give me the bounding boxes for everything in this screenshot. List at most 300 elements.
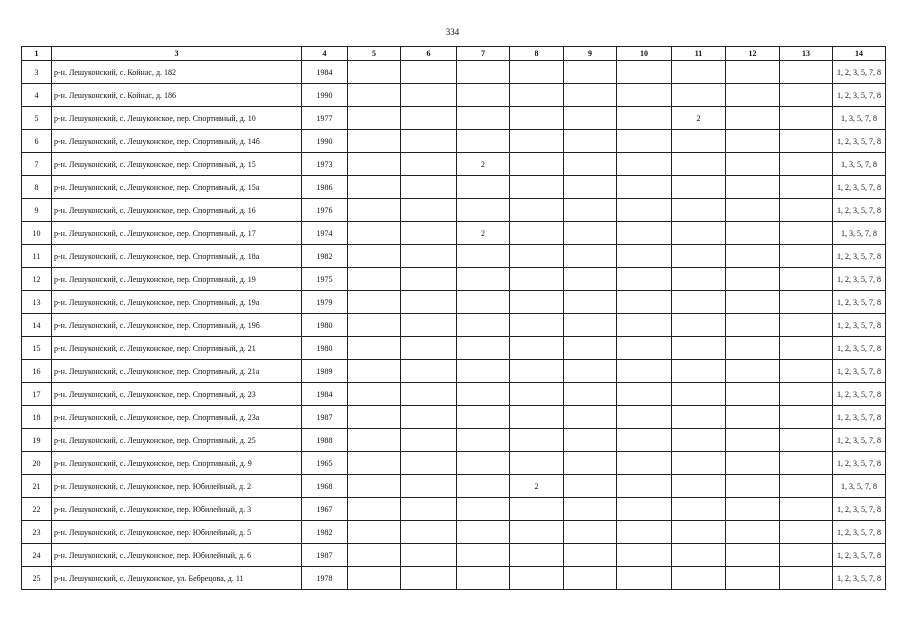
col5-cell	[348, 61, 401, 84]
col7-cell	[457, 544, 510, 567]
address-cell: р-н. Лешуконский, с. Лешуконское, пер. Юбилейный, д. 2	[52, 475, 302, 498]
col9-cell	[564, 199, 617, 222]
col7-cell	[457, 176, 510, 199]
col6-cell	[401, 521, 457, 544]
row-number-cell: 8	[22, 176, 52, 199]
year-cell: 1989	[302, 360, 348, 383]
table-row	[22, 383, 886, 406]
table-row	[22, 360, 886, 383]
col10-cell	[617, 222, 672, 245]
year-cell: 1984	[302, 383, 348, 406]
year-cell: 1984	[302, 61, 348, 84]
col12-cell	[726, 176, 780, 199]
col6-cell	[401, 84, 457, 107]
col6-cell	[401, 498, 457, 521]
table-row	[22, 314, 886, 337]
col12-cell	[726, 360, 780, 383]
col11-cell	[672, 475, 726, 498]
col13-cell	[780, 314, 833, 337]
table-row	[22, 337, 886, 360]
year-cell: 1990	[302, 84, 348, 107]
col12-cell	[726, 567, 780, 590]
col6-cell	[401, 406, 457, 429]
col7-cell	[457, 567, 510, 590]
col6-cell	[401, 475, 457, 498]
col7-cell	[457, 107, 510, 130]
table-row	[22, 199, 886, 222]
column-header: 9	[564, 47, 617, 61]
col12-cell	[726, 314, 780, 337]
col14-cell: 1, 2, 3, 5, 7, 8	[833, 176, 886, 199]
col7-cell	[457, 498, 510, 521]
year-cell: 1982	[302, 245, 348, 268]
col14-cell: 1, 2, 3, 5, 7, 8	[833, 498, 886, 521]
table-row	[22, 544, 886, 567]
col13-cell	[780, 337, 833, 360]
row-number-cell: 23	[22, 521, 52, 544]
col12-cell	[726, 107, 780, 130]
col5-cell	[348, 406, 401, 429]
col8-cell: 2	[510, 475, 564, 498]
col12-cell	[726, 222, 780, 245]
column-header: 10	[617, 47, 672, 61]
year-cell: 1967	[302, 498, 348, 521]
col6-cell	[401, 245, 457, 268]
col8-cell	[510, 245, 564, 268]
address-cell: р-н. Лешуконский, с. Лешуконское, пер. Спортивный, д. 14б	[52, 130, 302, 153]
column-header: 1	[22, 47, 52, 61]
col13-cell	[780, 107, 833, 130]
year-cell: 1976	[302, 199, 348, 222]
col9-cell	[564, 337, 617, 360]
col9-cell	[564, 498, 617, 521]
col7-cell: 2	[457, 222, 510, 245]
col9-cell	[564, 222, 617, 245]
col10-cell	[617, 291, 672, 314]
address-cell: р-н. Лешуконский, с. Лешуконское, пер. Спортивный, д. 10	[52, 107, 302, 130]
col5-cell	[348, 153, 401, 176]
col12-cell	[726, 429, 780, 452]
address-cell: р-н. Лешуконский, с. Койнас, д. 182	[52, 61, 302, 84]
col11-cell	[672, 153, 726, 176]
col8-cell	[510, 291, 564, 314]
row-number-cell: 18	[22, 406, 52, 429]
col13-cell	[780, 130, 833, 153]
col10-cell	[617, 84, 672, 107]
col8-cell	[510, 153, 564, 176]
row-number-cell: 25	[22, 567, 52, 590]
col11-cell	[672, 61, 726, 84]
col6-cell	[401, 222, 457, 245]
col7-cell	[457, 475, 510, 498]
col9-cell	[564, 130, 617, 153]
col13-cell	[780, 268, 833, 291]
col12-cell	[726, 84, 780, 107]
table-row	[22, 452, 886, 475]
table-row	[22, 222, 886, 245]
col11-cell	[672, 360, 726, 383]
col9-cell	[564, 268, 617, 291]
year-cell: 1978	[302, 567, 348, 590]
col9-cell	[564, 245, 617, 268]
col11-cell	[672, 291, 726, 314]
col10-cell	[617, 199, 672, 222]
col9-cell	[564, 429, 617, 452]
col10-cell	[617, 360, 672, 383]
col10-cell	[617, 544, 672, 567]
col13-cell	[780, 452, 833, 475]
col9-cell	[564, 84, 617, 107]
col6-cell	[401, 199, 457, 222]
col8-cell	[510, 498, 564, 521]
col11-cell	[672, 176, 726, 199]
col9-cell	[564, 406, 617, 429]
col7-cell	[457, 429, 510, 452]
col6-cell	[401, 176, 457, 199]
col5-cell	[348, 84, 401, 107]
col14-cell: 1, 2, 3, 5, 7, 8	[833, 383, 886, 406]
col7-cell	[457, 383, 510, 406]
col12-cell	[726, 383, 780, 406]
row-number-cell: 20	[22, 452, 52, 475]
col7-cell	[457, 199, 510, 222]
address-cell: р-н. Лешуконский, с. Лешуконское, пер. Спортивный, д. 21а	[52, 360, 302, 383]
col5-cell	[348, 429, 401, 452]
col8-cell	[510, 176, 564, 199]
col13-cell	[780, 383, 833, 406]
col13-cell	[780, 521, 833, 544]
col11-cell	[672, 406, 726, 429]
table-body	[22, 61, 886, 590]
column-header: 7	[457, 47, 510, 61]
col8-cell	[510, 61, 564, 84]
row-number-cell: 10	[22, 222, 52, 245]
col10-cell	[617, 153, 672, 176]
col5-cell	[348, 475, 401, 498]
col8-cell	[510, 222, 564, 245]
table-row	[22, 176, 886, 199]
row-number-cell: 3	[22, 61, 52, 84]
row-number-cell: 22	[22, 498, 52, 521]
col10-cell	[617, 521, 672, 544]
col11-cell	[672, 84, 726, 107]
row-number-cell: 7	[22, 153, 52, 176]
col14-cell: 1, 2, 3, 5, 7, 8	[833, 314, 886, 337]
col13-cell	[780, 291, 833, 314]
table-row	[22, 153, 886, 176]
col8-cell	[510, 383, 564, 406]
col5-cell	[348, 383, 401, 406]
col14-cell: 1, 3, 5, 7, 8	[833, 222, 886, 245]
col7-cell	[457, 245, 510, 268]
row-number-cell: 15	[22, 337, 52, 360]
table-row	[22, 291, 886, 314]
col6-cell	[401, 130, 457, 153]
address-cell: р-н. Лешуконский, с. Лешуконское, ул. Бебрецова, д. 11	[52, 567, 302, 590]
col11-cell	[672, 521, 726, 544]
col13-cell	[780, 360, 833, 383]
col12-cell	[726, 544, 780, 567]
year-cell: 1987	[302, 544, 348, 567]
col5-cell	[348, 245, 401, 268]
col9-cell	[564, 176, 617, 199]
address-cell: р-н. Лешуконский, с. Лешуконское, пер. Юбилейный, д. 3	[52, 498, 302, 521]
year-cell: 1980	[302, 314, 348, 337]
col14-cell: 1, 2, 3, 5, 7, 8	[833, 567, 886, 590]
col9-cell	[564, 314, 617, 337]
col13-cell	[780, 222, 833, 245]
year-cell: 1982	[302, 521, 348, 544]
col14-cell: 1, 3, 5, 7, 8	[833, 107, 886, 130]
table-row	[22, 475, 886, 498]
col5-cell	[348, 222, 401, 245]
col10-cell	[617, 337, 672, 360]
col14-cell: 1, 2, 3, 5, 7, 8	[833, 130, 886, 153]
col8-cell	[510, 268, 564, 291]
col11-cell	[672, 199, 726, 222]
col12-cell	[726, 199, 780, 222]
col7-cell	[457, 84, 510, 107]
col11-cell	[672, 130, 726, 153]
year-cell: 1987	[302, 406, 348, 429]
col12-cell	[726, 498, 780, 521]
col8-cell	[510, 567, 564, 590]
col11-cell	[672, 429, 726, 452]
row-number-cell: 12	[22, 268, 52, 291]
year-cell: 1975	[302, 268, 348, 291]
row-number-cell: 24	[22, 544, 52, 567]
col14-cell: 1, 3, 5, 7, 8	[833, 153, 886, 176]
col8-cell	[510, 521, 564, 544]
table-row	[22, 130, 886, 153]
col5-cell	[348, 130, 401, 153]
col11-cell	[672, 222, 726, 245]
address-cell: р-н. Лешуконский, с. Лешуконское, пер. Спортивный, д. 17	[52, 222, 302, 245]
col5-cell	[348, 176, 401, 199]
col5-cell	[348, 337, 401, 360]
col6-cell	[401, 567, 457, 590]
col14-cell: 1, 3, 5, 7, 8	[833, 475, 886, 498]
table-row	[22, 84, 886, 107]
col5-cell	[348, 268, 401, 291]
table-row	[22, 245, 886, 268]
column-header: 5	[348, 47, 401, 61]
col9-cell	[564, 383, 617, 406]
col9-cell	[564, 291, 617, 314]
col5-cell	[348, 521, 401, 544]
address-cell: р-н. Лешуконский, с. Лешуконское, пер. Спортивный, д. 9	[52, 452, 302, 475]
col14-cell: 1, 2, 3, 5, 7, 8	[833, 268, 886, 291]
col11-cell	[672, 268, 726, 291]
address-cell: р-н. Лешуконский, с. Лешуконское, пер. Спортивный, д. 19а	[52, 291, 302, 314]
col11-cell	[672, 245, 726, 268]
year-cell: 1979	[302, 291, 348, 314]
col7-cell	[457, 61, 510, 84]
col12-cell	[726, 61, 780, 84]
col13-cell	[780, 199, 833, 222]
table-row	[22, 61, 886, 84]
col13-cell	[780, 245, 833, 268]
col14-cell: 1, 2, 3, 5, 7, 8	[833, 337, 886, 360]
col14-cell: 1, 2, 3, 5, 7, 8	[833, 452, 886, 475]
col11-cell	[672, 452, 726, 475]
year-cell: 1977	[302, 107, 348, 130]
address-cell: р-н. Лешуконский, с. Лешуконское, пер. Спортивный, д. 15а	[52, 176, 302, 199]
col6-cell	[401, 429, 457, 452]
col10-cell	[617, 61, 672, 84]
col11-cell: 2	[672, 107, 726, 130]
col5-cell	[348, 199, 401, 222]
table-row	[22, 521, 886, 544]
col5-cell	[348, 498, 401, 521]
row-number-cell: 13	[22, 291, 52, 314]
col13-cell	[780, 567, 833, 590]
col6-cell	[401, 337, 457, 360]
col10-cell	[617, 406, 672, 429]
col6-cell	[401, 452, 457, 475]
table-row	[22, 406, 886, 429]
address-cell: р-н. Лешуконский, с. Лешуконское, пер. Спортивный, д. 23	[52, 383, 302, 406]
col9-cell	[564, 544, 617, 567]
col14-cell: 1, 2, 3, 5, 7, 8	[833, 199, 886, 222]
col6-cell	[401, 360, 457, 383]
col6-cell	[401, 107, 457, 130]
address-cell: р-н. Лешуконский, с. Лешуконское, пер. Спортивный, д. 16	[52, 199, 302, 222]
col10-cell	[617, 475, 672, 498]
table-header-row	[22, 47, 886, 61]
col9-cell	[564, 61, 617, 84]
year-cell: 1973	[302, 153, 348, 176]
col6-cell	[401, 314, 457, 337]
col5-cell	[348, 314, 401, 337]
col12-cell	[726, 130, 780, 153]
col8-cell	[510, 337, 564, 360]
col8-cell	[510, 107, 564, 130]
col5-cell	[348, 107, 401, 130]
col14-cell: 1, 2, 3, 5, 7, 8	[833, 429, 886, 452]
col14-cell: 1, 2, 3, 5, 7, 8	[833, 406, 886, 429]
address-cell: р-н. Лешуконский, с. Лешуконское, пер. Юбилейный, д. 5	[52, 521, 302, 544]
row-number-cell: 4	[22, 84, 52, 107]
col8-cell	[510, 84, 564, 107]
col11-cell	[672, 544, 726, 567]
col8-cell	[510, 406, 564, 429]
col8-cell	[510, 452, 564, 475]
col9-cell	[564, 153, 617, 176]
col7-cell	[457, 406, 510, 429]
col7-cell	[457, 268, 510, 291]
col6-cell	[401, 383, 457, 406]
col14-cell: 1, 2, 3, 5, 7, 8	[833, 84, 886, 107]
col11-cell	[672, 314, 726, 337]
col10-cell	[617, 498, 672, 521]
col7-cell	[457, 452, 510, 475]
col13-cell	[780, 544, 833, 567]
col8-cell	[510, 314, 564, 337]
col12-cell	[726, 245, 780, 268]
address-cell: р-н. Лешуконский, с. Лешуконское, пер. Спортивный, д. 19	[52, 268, 302, 291]
column-header: 6	[401, 47, 457, 61]
col12-cell	[726, 291, 780, 314]
col12-cell	[726, 153, 780, 176]
col10-cell	[617, 567, 672, 590]
col10-cell	[617, 107, 672, 130]
col10-cell	[617, 314, 672, 337]
year-cell: 1968	[302, 475, 348, 498]
address-cell: р-н. Лешуконский, с. Лешуконское, пер. Спортивный, д. 19б	[52, 314, 302, 337]
col10-cell	[617, 452, 672, 475]
building-table	[21, 46, 886, 590]
col13-cell	[780, 406, 833, 429]
col6-cell	[401, 153, 457, 176]
col14-cell: 1, 2, 3, 5, 7, 8	[833, 521, 886, 544]
col6-cell	[401, 61, 457, 84]
col13-cell	[780, 61, 833, 84]
col7-cell: 2	[457, 153, 510, 176]
col12-cell	[726, 452, 780, 475]
col12-cell	[726, 521, 780, 544]
row-number-cell: 17	[22, 383, 52, 406]
column-header: 11	[672, 47, 726, 61]
address-cell: р-н. Лешуконский, с. Лешуконское, пер. Спортивный, д. 21	[52, 337, 302, 360]
col8-cell	[510, 199, 564, 222]
row-number-cell: 11	[22, 245, 52, 268]
column-header: 14	[833, 47, 886, 61]
col7-cell	[457, 130, 510, 153]
row-number-cell: 9	[22, 199, 52, 222]
col12-cell	[726, 337, 780, 360]
col14-cell: 1, 2, 3, 5, 7, 8	[833, 291, 886, 314]
year-cell: 1974	[302, 222, 348, 245]
col12-cell	[726, 406, 780, 429]
table-row	[22, 268, 886, 291]
col5-cell	[348, 360, 401, 383]
col11-cell	[672, 337, 726, 360]
col13-cell	[780, 475, 833, 498]
table-row	[22, 429, 886, 452]
col10-cell	[617, 268, 672, 291]
col8-cell	[510, 130, 564, 153]
column-header: 8	[510, 47, 564, 61]
year-cell: 1986	[302, 176, 348, 199]
column-header: 13	[780, 47, 833, 61]
col14-cell: 1, 2, 3, 5, 7, 8	[833, 61, 886, 84]
col8-cell	[510, 544, 564, 567]
col6-cell	[401, 544, 457, 567]
row-number-cell: 14	[22, 314, 52, 337]
col6-cell	[401, 268, 457, 291]
col13-cell	[780, 498, 833, 521]
col6-cell	[401, 291, 457, 314]
address-cell: р-н. Лешуконский, с. Койнас, д. 186	[52, 84, 302, 107]
col9-cell	[564, 567, 617, 590]
col9-cell	[564, 452, 617, 475]
col13-cell	[780, 84, 833, 107]
col5-cell	[348, 544, 401, 567]
address-cell: р-н. Лешуконский, с. Лешуконское, пер. Спортивный, д. 25	[52, 429, 302, 452]
col11-cell	[672, 567, 726, 590]
col9-cell	[564, 107, 617, 130]
row-number-cell: 21	[22, 475, 52, 498]
row-number-cell: 19	[22, 429, 52, 452]
year-cell: 1988	[302, 429, 348, 452]
col7-cell	[457, 521, 510, 544]
address-cell: р-н. Лешуконский, с. Лешуконское, пер. Юбилейный, д. 6	[52, 544, 302, 567]
col5-cell	[348, 452, 401, 475]
col9-cell	[564, 360, 617, 383]
col7-cell	[457, 291, 510, 314]
col11-cell	[672, 383, 726, 406]
